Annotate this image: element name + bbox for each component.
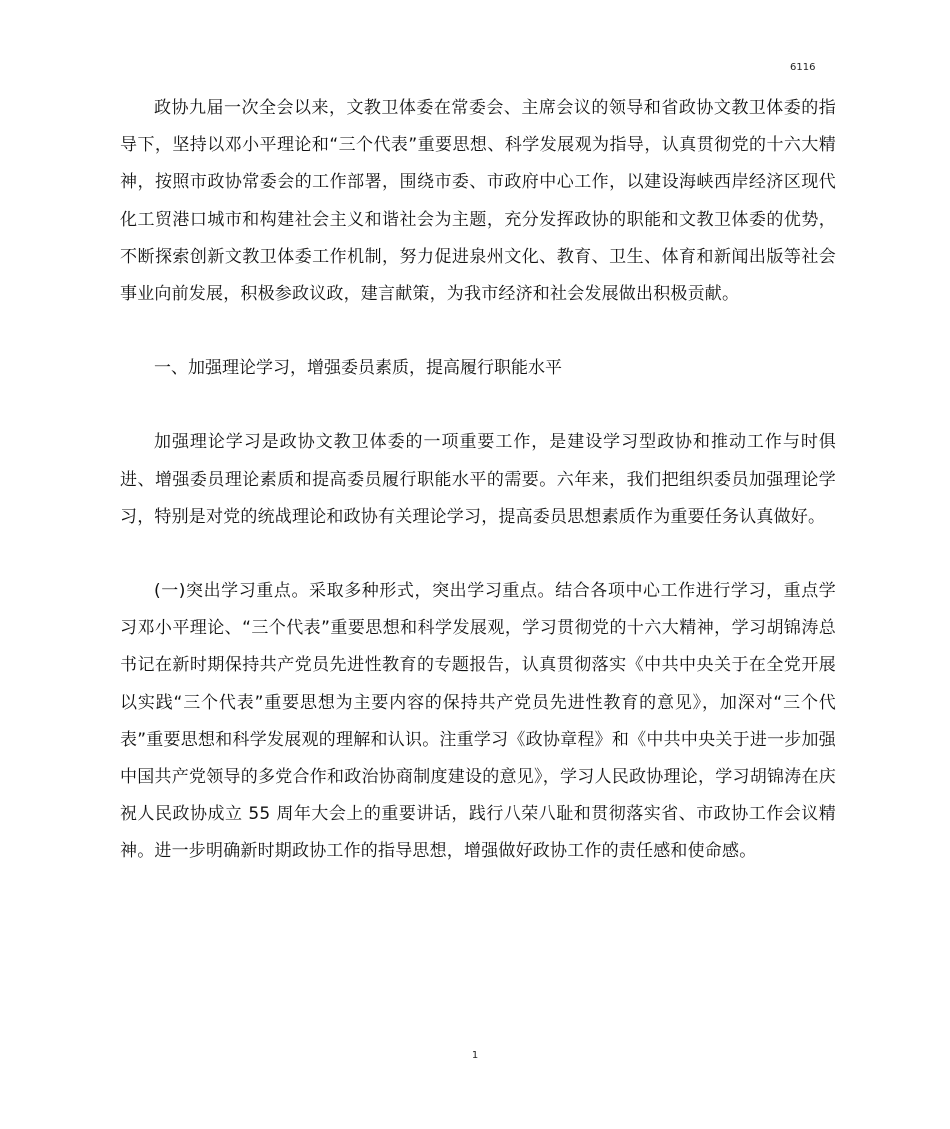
paragraph-spacer [120,387,836,424]
section-1-paragraph: 加强理论学习是政协文教卫体委的一项重要工作，是建设学习型政协和推动工作与时俱进、增强委员理论素质和提高委员履行职能水平的需要。六年来，我们把组织委员加强理论学习，特别是对党的统战理论和政协有关理论学习，提高委员思想素质作为重要任务认真做好。 [120,432,836,527]
page-number: 1 [471,1050,479,1061]
document-number: 6116 [790,62,816,73]
document-body [120,90,836,871]
paragraph-spacer [120,313,836,350]
section-heading-1: 一、加强理论学习，增强委员素质，提高履行职能水平 [154,358,562,379]
subsection-1-paragraph: (一)突出学习重点。采取多种形式，突出学习重点。结合各项中心工作进行学习，重点学习邓小平理论、“三个代表”重要思想和科学发展观，学习贯彻党的十六大精神，学习胡锦涛总书记在新时期保持共产党员先进性教育的专题报告，认真贯彻落实《中共中央关于在全党开展以实践“三个代表”重要思想为主要内容的保持共产党员先进性教育的意见》，加深对“三个代表”重要思想和科学发展观的理解和认识。注重学习《政协章程》和《中共中央关于进一步加强中国共产党领导的多党合作和政治协商制度建设的意见》，学习人民政协理论，学习胡锦涛在庆祝人民政协成立 55 周年大会上的重要讲话，践行八荣八耻和贯彻落实省、市政协工作会议精神。进一步明确新时期政协工作的指导思想，增强做好政协工作的责任感和使命感。 [120,581,836,862]
paragraph-spacer [120,536,836,573]
intro-paragraph: 政协九届一次全会以来，文教卫体委在常委会、主席会议的领导和省政协文教卫体委的指导下，坚持以邓小平理论和“三个代表”重要思想、科学发展观为指导，认真贯彻党的十六大精神，按照市政协常委会的工作部署，围绕市委、市政府中心工作，以建设海峡西岸经济区现代化工贸港口城市和构建社会主义和谐社会为主题，充分发挥政协的职能和文教卫体委的优势，不断探索创新文教卫体委工作机制，努力促进泉州文化、教育、卫生、体育和新闻出版等社会事业向前发展，积极参政议政，建言献策，为我市经济和社会发展做出积极贡献。 [120,98,836,305]
